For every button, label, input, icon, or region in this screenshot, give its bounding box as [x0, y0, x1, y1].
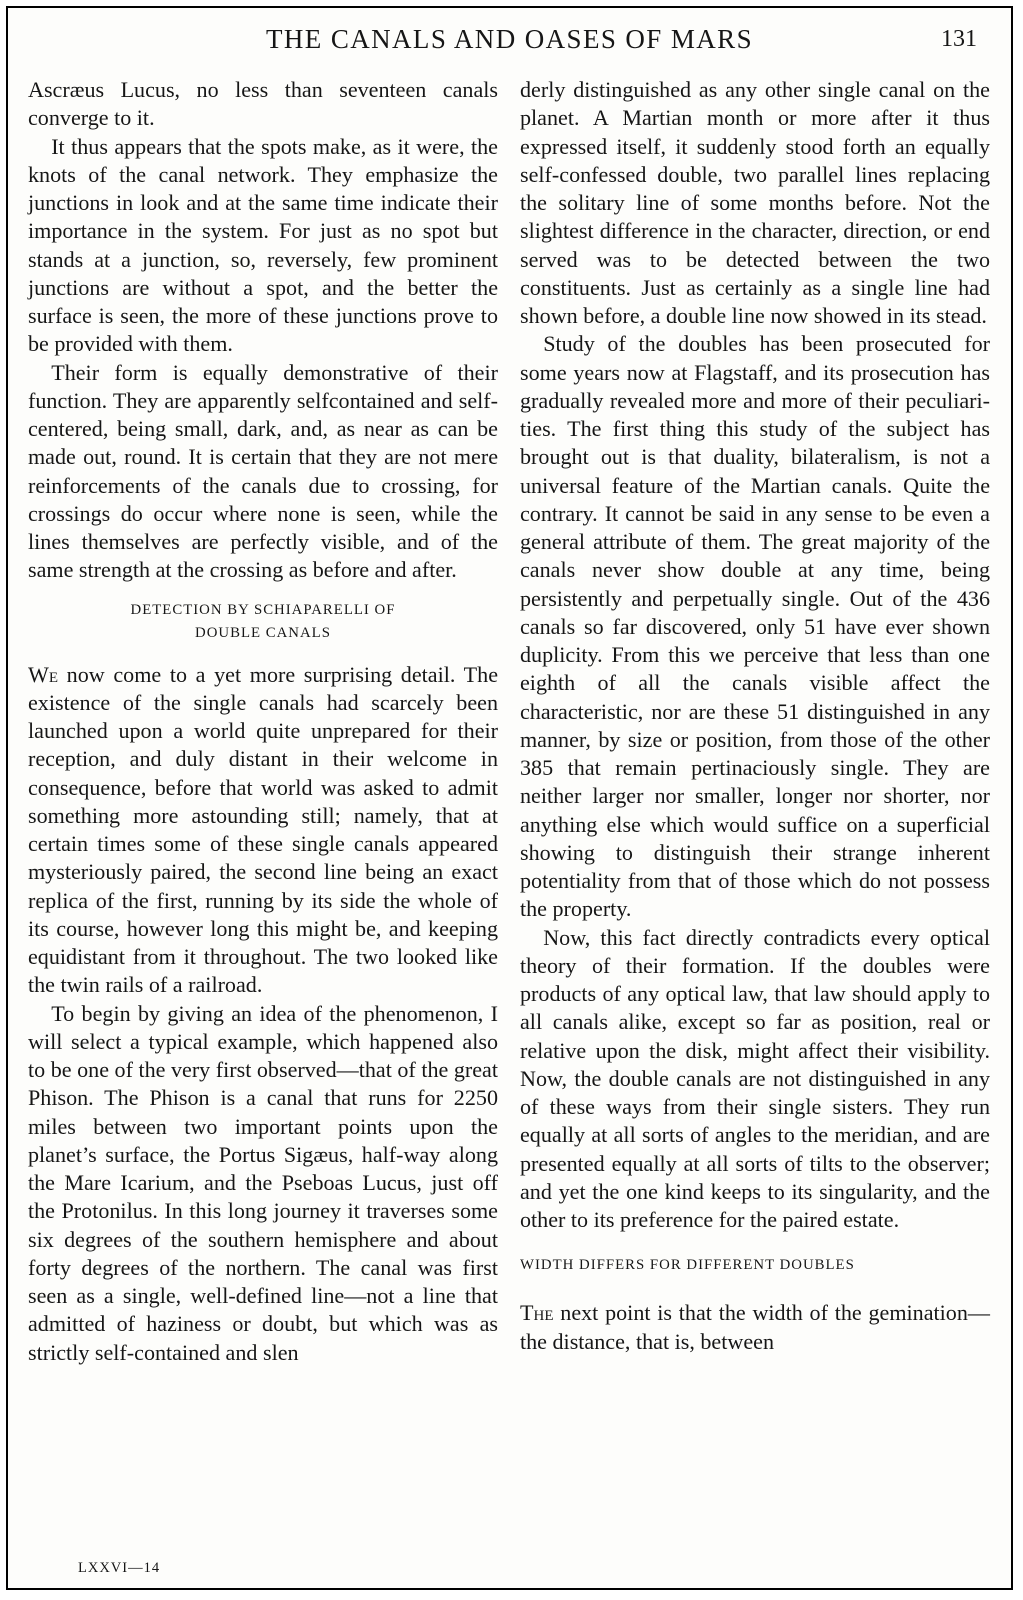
running-title: THE CANALS AND OASES OF MARS — [265, 24, 754, 54]
paragraph: Ascræus Lucus, no less than seventeen canals converge to it. — [28, 77, 498, 131]
paragraph-text: now come to a yet more surprising detail. The existence of the single canals had scarcely been launched upon a world quite unprepared for their reception, and duly distant in their welcome in consequence, before that world was asked to admit something more astounding still; namely, that at certain times some of these single canals appeared mysteriously paired, the second line being an exact replica of the first, running by its side the whole of its course, however long this might be, and keeping equidistant from it throughout. The two looked like the twin rails of a railroad. — [28, 661, 498, 998]
running-header — [8, 22, 1011, 62]
paragraph: To begin by giving an idea of the phenomenon, I will select a typical example, which happened also to be one of the very first observed—that of the great Phison. The Phison is a canal that runs for 2250 miles between two important points upon the planet’s surface, the Portus Sigæus, half-way along the Mare Icarium, and the Pseboas Lucus, just off the Protonilus. In this long journey it traverses some six degrees of the southern hemisphere and about forty degrees of the northern. The canal was first seen as a single, well-defined line—not a line that admitted of haziness or doubt, but which was as strictly self-contained and slen — [28, 1000, 498, 1365]
paragraph: derly distinguished as any other single canal on the planet. A Martian month or more after it thus expressed itself, it suddenly stood forth an equally self-confessed double, two parallel lines replacing the solitary line of some months before. Not the slightest difference in the character, direction, or end served was to be detected between the two constituents. Just as certainly as a single line had shown before, a double line now showed in its stead. — [520, 77, 990, 328]
section-heading: WIDTH DIFFERS FOR DIFFERENT DOUBLES — [520, 1257, 855, 1274]
section-heading — [28, 599, 498, 645]
signature-mark: LXXVI—14 — [78, 1560, 161, 1576]
section-heading-line: DETECTION BY SCHIAPARELLI OF — [130, 601, 396, 618]
section-heading-line: DOUBLE CANALS — [195, 624, 331, 641]
paragraph: Study of the doubles has been prosecuted for some years now at Flagstaff, and its prosecution has gradually revealed more and more of their peculiarities. The first thing this study of the subject has brought out is that duality, bilateralism, is not a universal feature of the Martian canals. Quite the contrary. It cannot be said in any sense to be even a general attribute of them. The great majority of the canals never show double at any time, being persistently and perpetually single. Out of the 436 canals so far discovered, only 51 have ever shown duplicity. From this we perceive that less than one eighth of all the canals visible affect the characteristic, nor are these 51 distinguished in any manner, by size or position, from those of the other 385 that remain pertinaciously single. They are neither larger nor smaller, longer nor shorter, nor anything else which would suffice on a superficial showing to distinguish their strange inherent potentiality from that of those which do not possess the property. — [520, 331, 990, 922]
paragraph: Now, this fact directly contradicts every optical theory of their formation. If the doubles were products of any optical law, that law should apply to all canals alike, except so far as position, real or relative upon the disk, might affect their visibility. Now, the double canals are not distinguished in any of these ways from their single sisters. They run equally at all sorts of angles to the meridian, and are presented equally at all sorts of tilts to the observer; and yet the one kind keeps to its singularity, and the other to its preference for the paired estate. — [520, 924, 990, 1232]
paragraph: Their form is equally demonstrative of their function. They are apparently selfcontained and self-centered, being small, dark, and, as near as can be made out, round. It is certain that they are not mere reinforcements of the canals due to crossing, for crossings do occur where none is seen, while the lines themselves are perfectly visible, and of the same strength at the crossing as before and after. — [28, 359, 498, 583]
paragraph-text: next point is that the width of the gemination—the distance, that is, between — [520, 1300, 990, 1354]
page — [6, 6, 1013, 1590]
lead-in-word: We — [28, 661, 59, 687]
lead-in-word: The — [520, 1300, 554, 1326]
right-column — [520, 76, 990, 1356]
paragraph: It thus appears that the spots make, as it were, the knots of the canal network. They emphasize the junctions in look and at the same time indicate their importance in the system. For just as no spot but stands at a junction, so, reversely, few prominent junctions are without a spot, and the better the surface is seen, the more of these junctions prove to be provided with them. — [28, 133, 498, 357]
left-column — [28, 76, 498, 1367]
paragraph — [520, 1299, 990, 1356]
page-number: 131 — [941, 26, 977, 52]
paragraph — [28, 661, 498, 1000]
